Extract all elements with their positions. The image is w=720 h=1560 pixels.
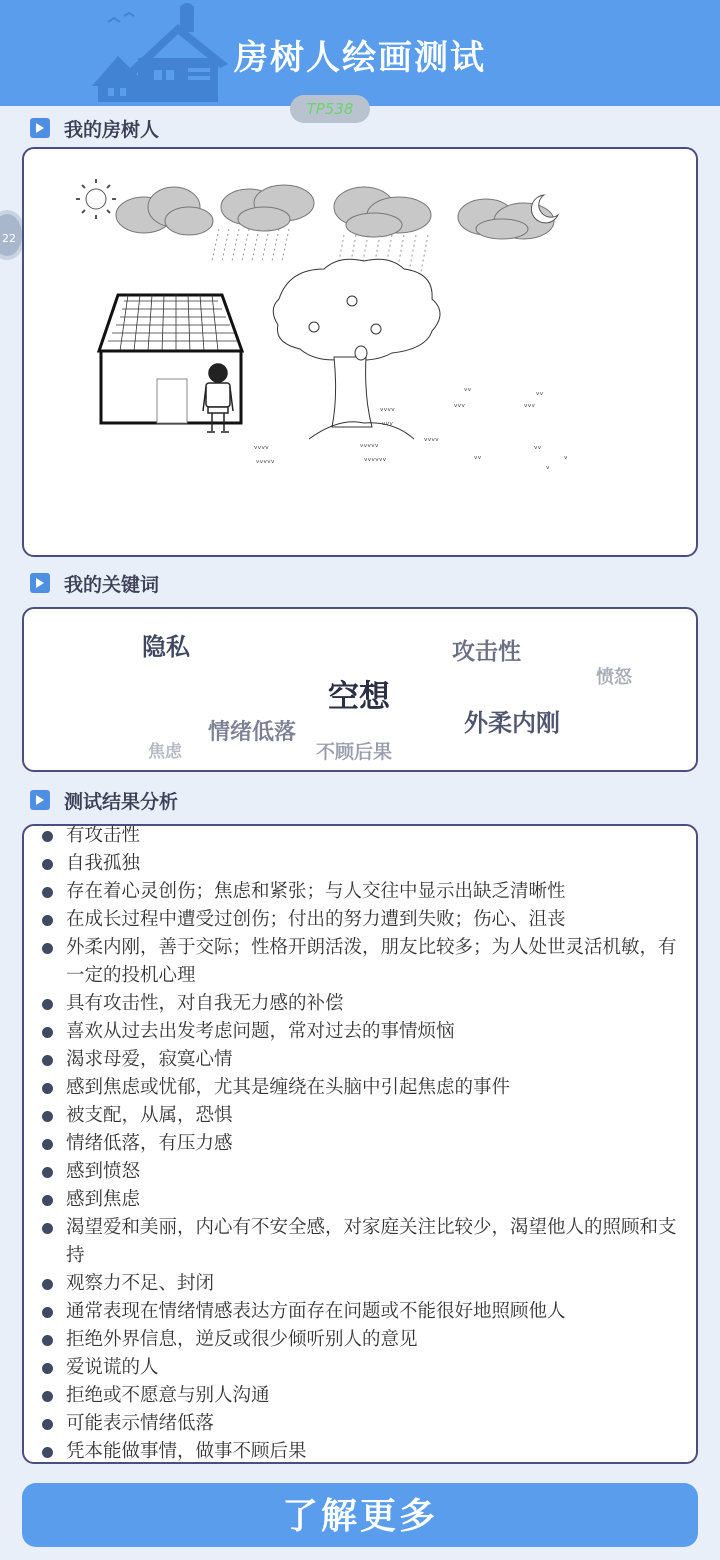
list-item: 凭本能做事情，做事不顾后果 [24,1438,696,1464]
floating-side-button[interactable]: 22 [0,210,26,260]
list-item: 喜欢从过去出发考虑问题，常对过去的事情烦恼 [24,1018,696,1046]
list-item: 通常表现在情绪情感表达方面存在问题或不能很好地照顾他人 [24,1298,696,1326]
result-list [24,824,696,1464]
list-item: 观察力不足、封闭 [24,1270,696,1298]
section-title: 我的房树人 [64,118,160,141]
list-item: 感到愤怒 [24,1158,696,1186]
result-list-card[interactable] [22,824,698,1464]
cloud-icon [221,185,314,231]
app-header [0,0,720,106]
svg-text:ᵥᵥ: ᵥᵥ [534,442,542,452]
svg-text:ᵥ: ᵥ [564,452,568,462]
keyword: 不顾后果 [316,741,393,763]
tag-badge: TP538 [290,95,370,123]
svg-text:ᵥᵥᵥ: ᵥᵥᵥ [454,400,466,410]
cloud-icon [334,187,431,237]
list-item: 渴求母爱，寂寞心情 [24,1046,696,1074]
keyword: 焦虑 [148,742,182,762]
svg-text:ᵥᵥᵥ: ᵥᵥᵥ [524,400,536,410]
keyword: 愤怒 [596,667,632,688]
play-icon [30,573,50,593]
svg-text:ᵥᵥ: ᵥᵥ [474,452,482,462]
svg-text:ᵥᵥᵥᵥ: ᵥᵥᵥᵥ [254,442,270,452]
list-item: 存在着心灵创伤；焦虑和紧张；与人交往中显示出缺乏清晰性 [24,878,696,906]
house-tree-person-drawing [24,149,696,555]
tree-icon [273,259,440,439]
keyword: 空想 [328,679,390,715]
svg-text:ᵥᵥᵥᵥᵥ: ᵥᵥᵥᵥᵥ [360,440,379,450]
list-item: 可能表示情绪低落 [24,1410,696,1438]
drawing-card [22,147,698,557]
list-item: 在成长过程中遭受过创伤；付出的努力遭到失败；伤心、沮丧 [24,906,696,934]
list-item: 具有攻击性，对自我无力感的补偿 [24,990,696,1018]
section-header-drawing [30,116,159,140]
play-icon [30,790,50,810]
svg-text:ᵥᵥᵥᵥ: ᵥᵥᵥᵥ [424,434,440,444]
section-header-keywords [30,571,159,595]
list-item: 爱说谎的人 [24,1354,696,1382]
list-item: 渴望爱和美丽，内心有不安全感，对家庭关注比较少，渴望他人的照顾和支持 [24,1214,696,1270]
list-item: 情绪低落，有压力感 [24,1130,696,1158]
svg-text:ᵥᵥᵥ: ᵥᵥᵥ [382,418,394,428]
keyword: 外柔内刚 [464,709,560,737]
svg-text:ᵥᵥᵥᵥᵥᵥ: ᵥᵥᵥᵥᵥᵥ [364,454,387,464]
section-title: 我的关键词 [64,573,160,596]
sun-icon [76,179,116,219]
section-title: 测试结果分析 [64,790,179,813]
list-item: 感到焦虑 [24,1186,696,1214]
list-item: 外柔内刚，善于交际；性格开朗活泼，朋友比较多；为人处世灵活机敏，有一定的投机心理 [24,934,696,990]
list-item: 自我孤独 [24,850,696,878]
list-item: 拒绝外界信息，逆反或很少倾听别人的意见 [24,1326,696,1354]
keyword: 隐私 [142,633,190,661]
svg-text:ᵥᵥᵥᵥ: ᵥᵥᵥᵥ [380,404,396,414]
learn-more-button[interactable]: 了解更多 [22,1483,698,1547]
section-header-results [30,788,178,812]
keyword-cloud [22,607,698,772]
svg-text:ᵥᵥ: ᵥᵥ [536,388,544,398]
keyword: 攻击性 [452,639,521,665]
list-item: 感到焦虑或忧郁，尤其是缠绕在头脑中引起焦虑的事件 [24,1074,696,1102]
list-item: 拒绝或不愿意与别人沟通 [24,1382,696,1410]
svg-text:ᵥ: ᵥ [546,462,550,472]
svg-text:ᵥᵥ: ᵥᵥ [464,384,472,394]
svg-text:ᵥᵥᵥᵥᵥ: ᵥᵥᵥᵥᵥ [256,456,275,466]
list-item: 有攻击性 [24,824,696,850]
play-icon [30,118,50,138]
list-item: 被支配，从属，恐惧 [24,1102,696,1130]
keyword: 情绪低落 [208,720,297,745]
cloud-icon [116,187,213,235]
page-title: 房树人绘画测试 [234,38,486,78]
